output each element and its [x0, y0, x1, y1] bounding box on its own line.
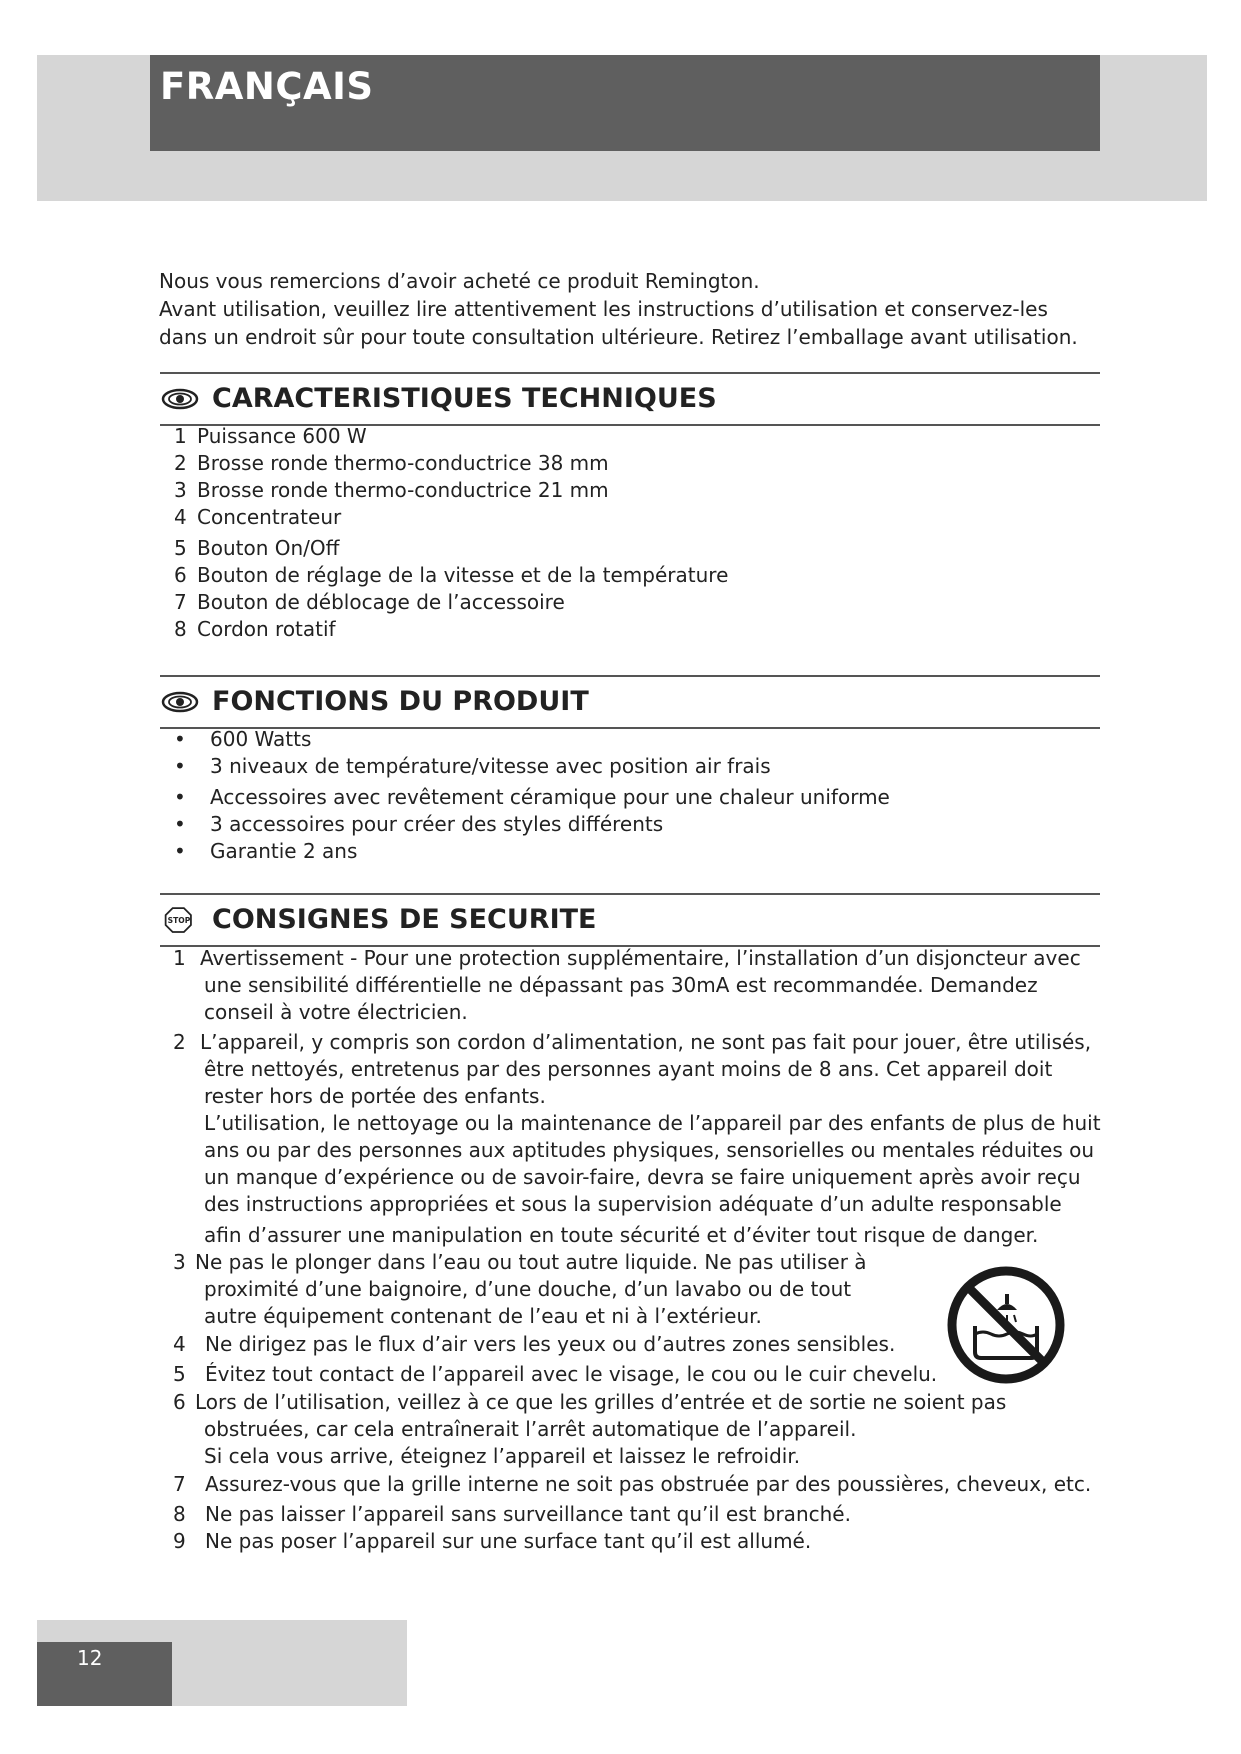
feature-text: 3 niveaux de température/vitesse avec position air frais	[210, 754, 771, 778]
safety-line: Avertissement - Pour une protection supplémentaire, l’installation d’un disjoncteur avec	[200, 946, 1081, 970]
no-water-bath-icon	[945, 1264, 1067, 1386]
spec-text: Concentrateur	[197, 505, 342, 529]
safety-line: une sensibilité différentielle ne dépassant pas 30mA est recommandée. Demandez	[204, 973, 1038, 997]
spec-number: 5	[174, 536, 187, 560]
spec-text: Brosse ronde thermo-conductrice 38 mm	[197, 451, 609, 475]
feature-text: Garantie 2 ans	[210, 839, 358, 863]
spec-text: Cordon rotatif	[197, 617, 336, 641]
bullet: •	[174, 785, 186, 809]
feature-item	[160, 727, 1060, 753]
page-number: 12	[77, 1646, 103, 1670]
safety-line: ans ou par des personnes aux aptitudes physiques, sensorielles ou mentales réduites ou	[204, 1138, 1095, 1162]
safety-number: 9	[173, 1529, 186, 1553]
safety-line: afin d’assurer une manipulation en toute sécurité et d’éviter tout risque de danger.	[204, 1223, 1039, 1247]
safety-line: conseil à votre électricien.	[204, 1000, 468, 1024]
features-title: FONCTIONS DU PRODUIT	[212, 686, 589, 717]
safety-number: 7	[173, 1472, 186, 1496]
spec-number: 6	[174, 563, 187, 587]
spec-item	[160, 617, 1060, 643]
spec-number: 3	[174, 478, 187, 502]
feature-item	[160, 754, 1060, 780]
specs-title: CARACTERISTIQUES TECHNIQUES	[212, 383, 717, 414]
spec-item	[160, 478, 1060, 504]
spec-item	[160, 505, 1060, 531]
spec-item	[160, 590, 1060, 616]
feature-text: Accessoires avec revêtement céramique pour une chaleur uniforme	[210, 785, 890, 809]
specs-section	[160, 372, 1100, 641]
safety-title: CONSIGNES DE SECURITE	[212, 904, 597, 935]
feature-item	[160, 785, 1060, 811]
stop-icon-label: STOP	[167, 915, 191, 925]
spec-number: 7	[174, 590, 187, 614]
safety-line: autre équipement contenant de l’eau et ni à l’extérieur.	[204, 1304, 762, 1328]
safety-number: 2	[173, 1030, 186, 1054]
features-header	[160, 675, 1100, 729]
spec-item	[160, 563, 1060, 589]
safety-line: Si cela vous arrive, éteignez l’appareil et laissez le refroidir.	[204, 1444, 801, 1468]
spec-number: 8	[174, 617, 187, 641]
intro-line: Nous vous remercions d’avoir acheté ce produit Remington.	[159, 269, 760, 293]
eye-icon	[160, 688, 200, 716]
spec-text: Bouton On/Off	[197, 536, 340, 560]
spec-item	[160, 424, 1060, 450]
specs-header	[160, 372, 1100, 426]
feature-item	[160, 839, 1060, 865]
bullet: •	[174, 812, 186, 836]
safety-line: Lors de l’utilisation, veillez à ce que les grilles d’entrée et de sortie ne soient pas	[195, 1390, 1007, 1414]
safety-number: 8	[173, 1502, 186, 1526]
spec-item	[160, 536, 1060, 562]
spec-text: Bouton de déblocage de l’accessoire	[197, 590, 565, 614]
safety-header	[160, 893, 1100, 947]
safety-number: 3	[173, 1250, 186, 1274]
safety-line: être nettoyés, entretenus par des personnes ayant moins de 8 ans. Cet appareil doit	[204, 1057, 1053, 1081]
language-title: FRANÇAIS	[160, 65, 374, 108]
safety-line: Ne dirigez pas le flux d’air vers les yeux ou d’autres zones sensibles.	[205, 1332, 896, 1356]
features-section	[160, 675, 1100, 863]
safety-line: L’utilisation, le nettoyage ou la maintenance de l’appareil par des enfants de plus de huit	[204, 1111, 1101, 1135]
spec-text: Bouton de réglage de la vitesse et de la température	[197, 563, 729, 587]
feature-text: 3 accessoires pour créer des styles différents	[210, 812, 664, 836]
safety-line: Évitez tout contact de l’appareil avec le visage, le cou ou le cuir chevelu.	[205, 1362, 938, 1386]
safety-line: rester hors de portée des enfants.	[204, 1084, 546, 1108]
bullet: •	[174, 727, 186, 751]
header-title-box	[150, 55, 1100, 151]
bullet: •	[174, 839, 186, 863]
safety-line: des instructions appropriées et sous la supervision adéquate d’un adulte responsable	[204, 1192, 1062, 1216]
safety-section	[160, 893, 1100, 947]
safety-line: Ne pas poser l’appareil sur une surface tant qu’il est allumé.	[205, 1529, 812, 1553]
feature-item	[160, 812, 1060, 838]
stop-icon	[160, 901, 198, 939]
eye-icon	[160, 385, 200, 413]
bullet: •	[174, 754, 186, 778]
safety-number: 6	[173, 1390, 186, 1414]
spec-item	[160, 451, 1060, 477]
safety-line: proximité d’une baignoire, d’une douche, d’un lavabo ou de tout	[204, 1277, 852, 1301]
spec-text: Puissance 600 W	[197, 424, 367, 448]
safety-line: obstruées, car cela entraînerait l’arrêt automatique de l’appareil.	[204, 1417, 857, 1441]
intro-line: dans un endroit sûr pour toute consultation ultérieure. Retirez l’emballage avant utilisation.	[159, 325, 1078, 349]
safety-line: L’appareil, y compris son cordon d’alimentation, ne sont pas fait pour jouer, être utilisés,	[200, 1030, 1092, 1054]
feature-text: 600 Watts	[210, 727, 312, 751]
safety-number: 1	[173, 946, 186, 970]
intro-line: Avant utilisation, veuillez lire attentivement les instructions d’utilisation et conservez-les	[159, 297, 1048, 321]
safety-line: Ne pas le plonger dans l’eau ou tout autre liquide. Ne pas utiliser à	[195, 1250, 867, 1274]
safety-line: Assurez-vous que la grille interne ne soit pas obstruée par des poussières, cheveux, etc.	[205, 1472, 1092, 1496]
intro-paragraph	[159, 267, 1099, 351]
spec-number: 2	[174, 451, 187, 475]
spec-number: 4	[174, 505, 187, 529]
safety-number: 5	[173, 1362, 186, 1386]
safety-number: 4	[173, 1332, 186, 1356]
spec-number: 1	[174, 424, 187, 448]
spec-text: Brosse ronde thermo-conductrice 21 mm	[197, 478, 609, 502]
safety-line: un manque d’expérience ou de savoir-faire, devra se faire uniquement après avoir reçu	[204, 1165, 1081, 1189]
footer-box	[37, 1642, 172, 1706]
safety-line: Ne pas laisser l’appareil sans surveillance tant qu’il est branché.	[205, 1502, 851, 1526]
